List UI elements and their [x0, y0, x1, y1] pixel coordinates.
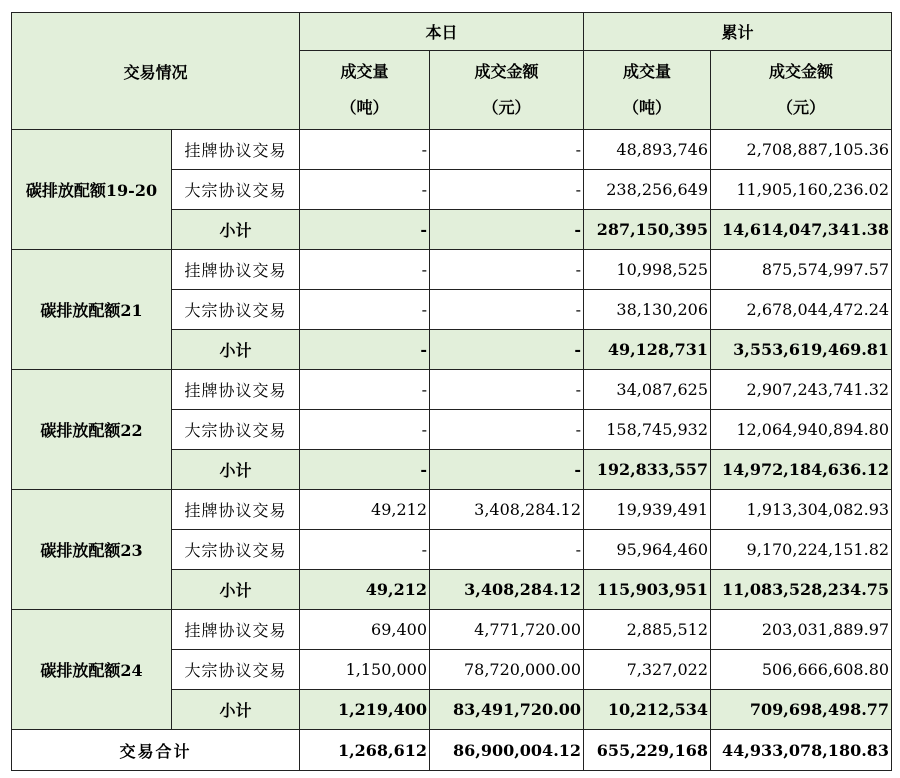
cumulative-amount-cell: 203,031,889.97 [711, 610, 892, 650]
today-volume-cell: - [300, 250, 430, 290]
cumulative-amount-cell: 2,708,887,105.36 [711, 130, 892, 170]
cumulative-volume-cell: 192,833,557 [584, 450, 711, 490]
today-volume-cell: - [300, 210, 430, 250]
cumulative-amount-cell: 11,905,160,236.02 [711, 170, 892, 210]
today-volume-cell: 1,219,400 [300, 690, 430, 730]
header-cumulative: 累计 [584, 13, 892, 51]
cumulative-amount-cell: 14,972,184,636.12 [711, 450, 892, 490]
cumulative-volume-cell: 7,327,022 [584, 650, 711, 690]
today-volume-cell: - [300, 370, 430, 410]
amount-label: 成交金额 [769, 62, 834, 81]
cumulative-volume-cell: 34,087,625 [584, 370, 711, 410]
cumulative-amount-cell: 3,553,619,469.81 [711, 330, 892, 370]
today-amount-cell: 3,408,284.12 [430, 570, 584, 610]
today-volume-cell: - [300, 290, 430, 330]
today-volume-cell: 49,212 [300, 490, 430, 530]
today-amount-cell: 4,771,720.00 [430, 610, 584, 650]
trade-type: 挂牌协议交易 [172, 130, 300, 170]
cumulative-amount-cell: 9,170,224,151.82 [711, 530, 892, 570]
cumulative-volume-cell: 10,212,534 [584, 690, 711, 730]
today-volume-cell: - [300, 530, 430, 570]
today-amount-cell: - [430, 290, 584, 330]
group-name: 碳排放配额24 [12, 610, 172, 730]
cumulative-volume-cell: 38,130,206 [584, 290, 711, 330]
cumulative-volume-cell: 158,745,932 [584, 410, 711, 450]
today-amount-cell: 3,408,284.12 [430, 490, 584, 530]
volume-unit: （吨） [340, 98, 389, 117]
cumulative-amount-cell: 2,678,044,472.24 [711, 290, 892, 330]
today-amount-cell: - [430, 130, 584, 170]
table-row [12, 490, 892, 530]
total-cumulative-amount: 44,933,078,180.83 [711, 730, 892, 771]
today-amount-cell: - [430, 330, 584, 370]
today-amount-cell: - [430, 410, 584, 450]
table-row [12, 370, 892, 410]
header-today-amount [430, 51, 584, 130]
volume-unit: （吨） [623, 98, 672, 117]
today-volume-cell: - [300, 450, 430, 490]
cumulative-amount-cell: 506,666,608.80 [711, 650, 892, 690]
total-label: 交易合计 [12, 730, 300, 771]
cumulative-volume-cell: 19,939,491 [584, 490, 711, 530]
group-name: 碳排放配额22 [12, 370, 172, 490]
cumulative-volume-cell: 238,256,649 [584, 170, 711, 210]
trade-type: 大宗协议交易 [172, 170, 300, 210]
subtotal-label: 小计 [172, 690, 300, 730]
today-amount-cell: 78,720,000.00 [430, 650, 584, 690]
total-today-amount: 86,900,004.12 [430, 730, 584, 771]
table-row [12, 130, 892, 170]
cumulative-volume-cell: 49,128,731 [584, 330, 711, 370]
group-name: 碳排放配额19-20 [12, 130, 172, 250]
today-volume-cell: 1,150,000 [300, 650, 430, 690]
trade-type: 挂牌协议交易 [172, 610, 300, 650]
today-volume-cell: - [300, 170, 430, 210]
subtotal-label: 小计 [172, 210, 300, 250]
cumulative-volume-cell: 48,893,746 [584, 130, 711, 170]
header-row-top [12, 13, 892, 51]
total-row [12, 730, 892, 771]
header-situation: 交易情况 [12, 13, 300, 130]
today-amount-cell: - [430, 530, 584, 570]
amount-unit: （元） [777, 98, 826, 117]
trade-type: 挂牌协议交易 [172, 250, 300, 290]
table-body [12, 130, 892, 730]
today-volume-cell: 69,400 [300, 610, 430, 650]
header-today-volume [300, 51, 430, 130]
trading-summary-table [11, 12, 892, 771]
cumulative-amount-cell: 11,083,528,234.75 [711, 570, 892, 610]
table-row [12, 250, 892, 290]
trade-type: 挂牌协议交易 [172, 370, 300, 410]
today-amount-cell: - [430, 210, 584, 250]
group-name: 碳排放配额21 [12, 250, 172, 370]
header-today: 本日 [300, 13, 584, 51]
today-amount-cell: - [430, 170, 584, 210]
header-cumulative-volume [584, 51, 711, 130]
total-today-volume: 1,268,612 [300, 730, 430, 771]
cumulative-amount-cell: 2,907,243,741.32 [711, 370, 892, 410]
today-volume-cell: - [300, 410, 430, 450]
subtotal-label: 小计 [172, 450, 300, 490]
cumulative-volume-cell: 95,964,460 [584, 530, 711, 570]
trade-type: 大宗协议交易 [172, 410, 300, 450]
total-cumulative-volume: 655,229,168 [584, 730, 711, 771]
today-volume-cell: 49,212 [300, 570, 430, 610]
subtotal-label: 小计 [172, 570, 300, 610]
volume-label: 成交量 [623, 62, 672, 81]
today-amount-cell: - [430, 250, 584, 290]
trade-type: 大宗协议交易 [172, 530, 300, 570]
cumulative-amount-cell: 14,614,047,341.38 [711, 210, 892, 250]
trade-type: 大宗协议交易 [172, 290, 300, 330]
cumulative-volume-cell: 115,903,951 [584, 570, 711, 610]
cumulative-amount-cell: 12,064,940,894.80 [711, 410, 892, 450]
today-amount-cell: - [430, 450, 584, 490]
amount-label: 成交金额 [474, 62, 539, 81]
group-name: 碳排放配额23 [12, 490, 172, 610]
today-volume-cell: - [300, 130, 430, 170]
cumulative-volume-cell: 287,150,395 [584, 210, 711, 250]
cumulative-amount-cell: 1,913,304,082.93 [711, 490, 892, 530]
today-volume-cell: - [300, 330, 430, 370]
today-amount-cell: 83,491,720.00 [430, 690, 584, 730]
trade-type: 大宗协议交易 [172, 650, 300, 690]
cumulative-amount-cell: 709,698,498.77 [711, 690, 892, 730]
cumulative-volume-cell: 10,998,525 [584, 250, 711, 290]
volume-label: 成交量 [340, 62, 389, 81]
table-row [12, 610, 892, 650]
cumulative-amount-cell: 875,574,997.57 [711, 250, 892, 290]
amount-unit: （元） [482, 98, 531, 117]
today-amount-cell: - [430, 370, 584, 410]
subtotal-label: 小计 [172, 330, 300, 370]
header-cumulative-amount [711, 51, 892, 130]
trade-type: 挂牌协议交易 [172, 490, 300, 530]
cumulative-volume-cell: 2,885,512 [584, 610, 711, 650]
